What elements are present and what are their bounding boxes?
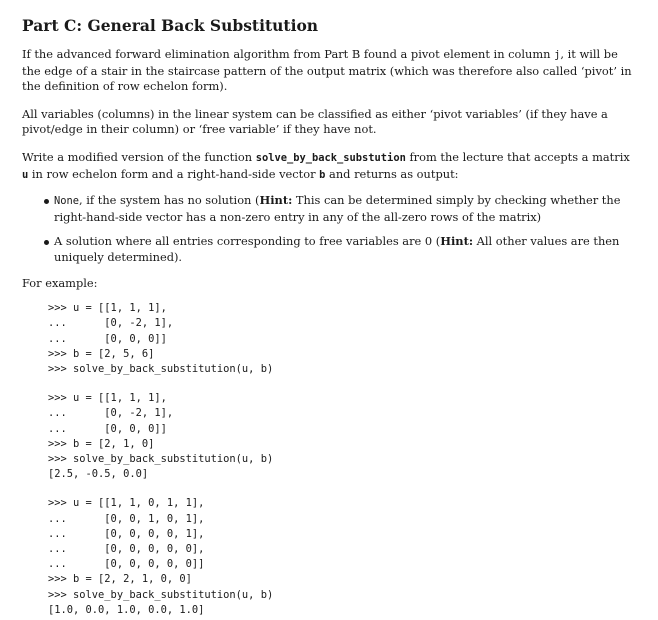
code-example-2: >>> u = [[1, 1, 1], ... [0, -2, 1], ... [0, 0, 0]] >>> b = [2, 1, 0] >>> solve_by_back_substitution(u, b) [2.5, -0.5, 0.0] (48, 392, 274, 481)
bullet-icon (44, 199, 49, 204)
section-heading: Part C: General Back Substitution (22, 16, 319, 35)
output-requirements-list (22, 193, 634, 265)
list-item-solution-case: A solution where all entries corresponding to free variables are 0 (Hint: All other values are then uniquely determined). (22, 234, 634, 265)
paragraph-variable-classification: All variables (columns) in the linear system can be classified as either ‘pivot variables’ (if they have a pivot/edge in their column) or ‘free variable’ if they have not. (22, 106, 608, 137)
inline-code-none: None (54, 195, 80, 208)
bullet-icon (44, 240, 49, 245)
hint-label: Hint: (440, 234, 474, 249)
list-item-none-case: None, if the system has no solution (Hint: This can be determined simply by checking whether the right-hand-side vector has a non-zero entry in any of the all-zero rows of the matrix) (22, 193, 634, 225)
code-example-3: >>> u = [[1, 1, 0, 1, 1], ... [0, 0, 1, 0, 1], ... [0, 0, 0, 0, 1], ... [0, 0, 0, 0, 0], ... [0, 0, 0, 0, 0]] >>> b = [2, 2, 1, 0, 0] >>> solve_by_back_substitution(u, b) [1.0, 0.0, 1.0, 0.0, 1.0] (48, 497, 274, 616)
inline-code-u: u (22, 168, 29, 181)
hint-label: Hint: (259, 193, 293, 208)
code-example-1: >>> u = [[1, 1, 1], ... [0, -2, 1], ... [0, 0, 0]] >>> b = [2, 5, 6] >>> solve_by_back_substitution(u, b) (48, 302, 274, 375)
document-body (22, 16, 634, 618)
for-example-label: For example: (22, 275, 98, 290)
inline-code-function-name: solve_by_back_substution (255, 151, 406, 164)
paragraph-task-description: Write a modified version of the function solve_by_back_substution from the lecture that accepts a matrix u in row echelon form and a right-hand-side vector b and returns as output: (22, 149, 630, 181)
inline-code-b: b (319, 168, 326, 181)
inline-code-j: j (554, 49, 561, 61)
paragraph-pivot-description: If the advanced forward elimination algorithm from Part B found a pivot element in column j, it will be the edge of a stair in the staircase pattern of the output matrix (which was therefore also called ‘pivot’ in the definition of row echelon form). (22, 47, 632, 94)
